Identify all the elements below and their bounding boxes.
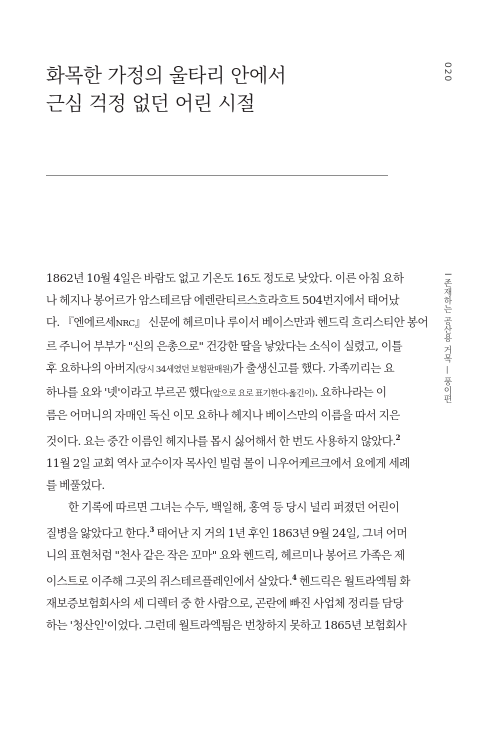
footnote-ref: 3 <box>149 524 154 534</box>
body-text-run: 후 요하나의 아버지 <box>46 360 136 375</box>
body-line: 니의 표현처럼 "천사 같은 작은 꼬마" 요와 헨드릭, 헤르미나 봉어르 가족은 제 <box>46 547 405 562</box>
body-line: 름은 어머니의 자매인 독신 이모 요하나 헤지나 베이스만의 이름을 따서 지은 <box>46 408 400 423</box>
newspaper-abbrev: NRC <box>115 318 135 329</box>
body-text-run: 가 출생신고를 했다. 가족끼리는 요 <box>232 360 395 375</box>
body-line <box>46 427 401 453</box>
body-line <box>46 358 395 382</box>
chapter-heading <box>46 62 386 118</box>
body-text-run: 것이다. 요는 중간 이름인 헤지나를 몹시 싫어해서 한 번도 사용하지 않았다. <box>46 434 396 449</box>
body-text-run: 이스트로 이주해 그곳의 쥐스테르플레인에서 살았다. <box>46 573 293 588</box>
footnote-ref: 2 <box>395 433 401 443</box>
body-line: 재보증보험회사의 세 디렉터 중 한 사람으로, 곤란에 빠진 사업체 정리를 담당 <box>46 595 404 610</box>
body-line: 11월 2일 교회 역사 교수이자 목사인 빌럼 몰이 니우어케르크에서 요에게 세례 <box>46 456 410 471</box>
page-number: 020 <box>442 62 452 83</box>
running-head: I 존재하는 공산용 거목 — 풍이편 <box>442 273 452 404</box>
heading-line-1: 화목한 가정의 울타리 안에서 <box>46 64 287 87</box>
body-text-run: 하나를 요와 '넷'이라고 부르곤 했다 <box>46 384 210 399</box>
body-line: 르 주니어 부부가 "신의 은총으로" 건강한 딸을 낳았다는 소식이 실렸고, 이틀 <box>46 338 403 353</box>
body-line <box>46 382 391 406</box>
body-line <box>46 567 410 593</box>
body-text-run: 질병을 앓았다고 한다. <box>46 525 150 540</box>
body-text-run: . 요하나라는 이 <box>314 384 387 399</box>
body-text <box>46 268 429 637</box>
body-line: 한 기록에 따르면 그녀는 수두, 백일해, 홍역 등 당시 널리 퍼졌던 어린이 <box>68 500 400 515</box>
body-text-run: 』 신문에 헤르미나 루이서 베이스만과 헨드릭 흐리스티안 봉어 <box>134 314 429 329</box>
translator-note: (앞으로 요로 표기한다-옮긴이) <box>209 388 315 399</box>
body-line <box>46 519 408 545</box>
body-line: 나 헤지나 봉어르가 암스테르담 에렌란티르스흐라흐트 504번지에서 태어났 <box>46 292 400 307</box>
heading-line-2: 근심 걱정 없던 어린 시절 <box>46 92 255 115</box>
heading-divider <box>46 175 388 176</box>
parenthetical-note: (당시 34세였던 보험판매원) <box>135 364 233 375</box>
footnote-ref: 4 <box>292 572 297 582</box>
body-line <box>46 312 429 336</box>
body-line: 하는 '청산인'이었다. 그런데 월트라엑틤은 번창하지 못하고 1865년 보험회사 <box>46 617 407 632</box>
body-text-run: 다. 『엔에르세 <box>46 314 116 329</box>
body-text-run: 헨드릭은 월트라엑틤 화 <box>296 573 410 588</box>
body-line: 를 베풀었다. <box>46 478 105 493</box>
body-text-run: 태어난 지 거의 1년 후인 1863년 9월 24일, 그녀 어머 <box>153 525 408 540</box>
body-line: 1862년 10월 4일은 바람도 없고 기온도 16도 정도로 낮았다. 이른 아침 요하 <box>46 271 404 285</box>
